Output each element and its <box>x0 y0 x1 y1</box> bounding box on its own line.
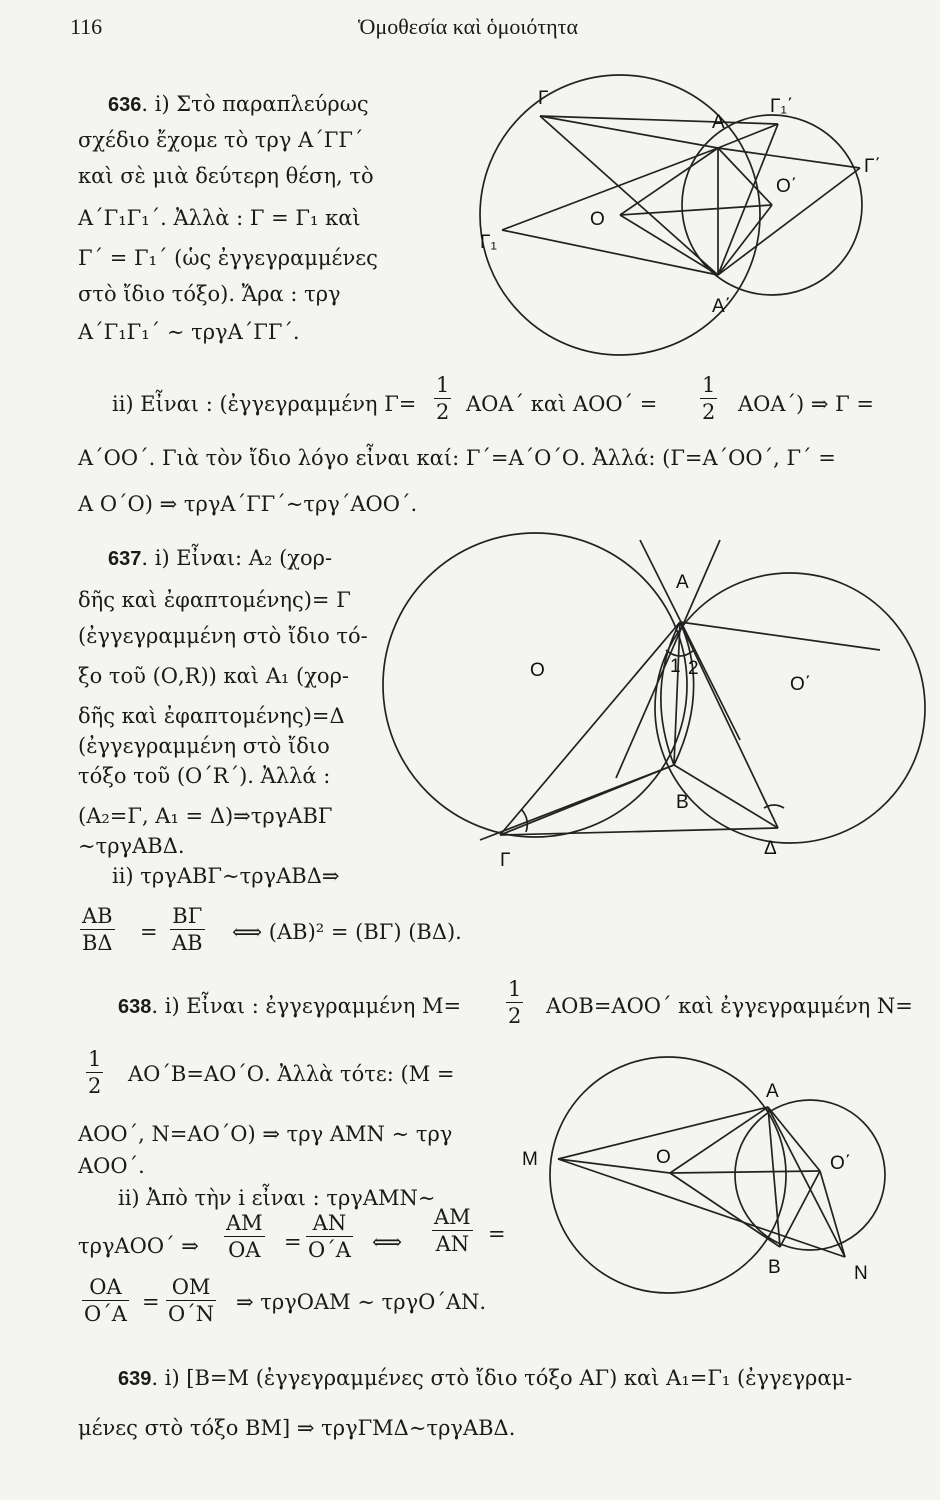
fraction-ab-over-bd: $\frac{AB}{B\Delta}$ <box>82 904 113 956</box>
exercise-637-line-7: τόξο τοῦ (Ο΄R΄). Ἀλλά : <box>78 764 331 788</box>
exercise-636-line-5: Γ΄ = Γ₁΄ (ὡς ἐγγεγραμμένες <box>78 246 378 270</box>
figure-638 <box>520 1075 900 1305</box>
segment <box>480 765 674 840</box>
equals-sign: = <box>142 1290 160 1314</box>
exercise-636-line-3: καὶ σὲ μιὰ δεύτερη θέση, τὸ <box>78 164 374 188</box>
fraction-one-half: $\frac{1}{2}$ <box>88 1047 102 1099</box>
exercise-638-line-6: τργΑΟΟ΄ ⇒ <box>78 1234 199 1258</box>
fraction-bg-over-ab: $\frac{B\Gamma}{AB}$ <box>172 904 203 956</box>
exercise-637-line-1: 637. i) Εἶναι: Α₂ (χορ- <box>108 546 333 570</box>
exercise-637-line-5: δῆς καὶ ἐφαπτομένης)=Δ <box>78 704 345 728</box>
exercise-637-line-6: (ἐγγεγραμμένη στὸ ἴδιο <box>78 734 330 758</box>
segment <box>620 215 718 275</box>
exercise-638-line-4: ΑΟΟ΄. <box>78 1154 145 1178</box>
equals-sign: = <box>140 920 158 944</box>
label-a: Α <box>766 1081 779 1102</box>
label-o-prime: Ο΄ <box>830 1153 852 1174</box>
label-o: Ο <box>590 209 605 230</box>
label-o-prime: Ο΄ <box>790 674 812 695</box>
running-title: Ὁμοθεσία καὶ ὁμοιότητα <box>358 14 579 39</box>
segment <box>768 1107 820 1171</box>
iff-arrow: ⟺ <box>372 1230 403 1254</box>
exercise-636-ii-a: ii) Εἶναι : (ἐγγεγραμμένη Γ= <box>112 392 417 416</box>
segment <box>620 205 772 215</box>
exercise-637-line-10: ii) τργΑΒΓ∼τργΑΒΔ⇒ <box>112 864 340 888</box>
circle-o <box>383 533 687 837</box>
page-number: 116 <box>70 14 103 39</box>
exercise-638-line-2: ΑΟ΄Β=ΑΟ΄Ο. Ἀλλὰ τότε: (Μ = <box>128 1062 455 1086</box>
label-gamma-prime: Γ΄ <box>864 156 881 177</box>
segment <box>502 230 718 275</box>
exercise-638-line-1-b: ΑΟΒ=ΑΟΟ΄ καὶ ἐγγεγραμμένη Ν= <box>546 994 913 1018</box>
exercise-number: 638 <box>118 996 152 1018</box>
fraction-an-over-oa: $\frac{AN}{O΄A}$ <box>308 1211 351 1263</box>
segment <box>500 622 680 835</box>
figure-637 <box>380 540 920 870</box>
exercise-636-line-4: Α΄Γ₁Γ₁΄. Ἀλλὰ : Γ = Γ₁ καὶ <box>78 206 361 230</box>
exercise-637-result: ⟺ (ΑΒ)² = (ΒΓ) (ΒΔ). <box>232 920 462 944</box>
exercise-636-ii-b: ΑΟΑ΄ καὶ ΑΟΟ΄ = <box>466 392 658 416</box>
segment <box>680 622 880 650</box>
exercise-639-line-1: 639. i) [Β=Μ (ἐγγεγραμμένες στὸ ἴδιο τόξο ΑΓ) καὶ Α₁=Γ₁ (ἐγγεγραμ- <box>118 1366 853 1390</box>
label-b: Β <box>768 1257 781 1278</box>
label-a: Α <box>676 572 689 593</box>
label-o-prime: Ο΄ <box>776 176 798 197</box>
exercise-number: 637 <box>108 548 142 570</box>
segment <box>718 148 772 205</box>
segment <box>620 148 718 215</box>
segment <box>558 1159 670 1173</box>
segment <box>718 148 860 168</box>
label-angle-1: 1 <box>670 656 681 677</box>
segment <box>502 148 718 230</box>
label-a: Α <box>712 112 725 133</box>
exercise-number: 636 <box>108 94 142 116</box>
label-gamma1-prime: Γ₁΄ <box>770 96 794 117</box>
fraction-one-half: $\frac{1}{2}$ <box>702 373 716 425</box>
exercise-637-line-9: ∼τργΑΒΔ. <box>78 834 185 858</box>
exercise-636-ii-c: ΑΟΑ΄) ⇒ Γ = <box>738 392 875 416</box>
exercise-636-line-1: 636. i) Στὸ παραπλεύρως <box>108 92 369 116</box>
circle-o-prime <box>655 573 925 843</box>
exercise-637-line-3: (ἐγγεγραμμένη στὸ ἴδιο τό- <box>78 624 368 648</box>
label-b: Β <box>676 792 689 813</box>
fraction-one-half: $\frac{1}{2}$ <box>436 373 450 425</box>
exercise-637-line-4: ξο τοῦ (Ο,R)) καὶ Α₁ (χορ- <box>78 664 350 688</box>
exercise-636-line-10: Α Ο΄Ο) ⇒ τργΑ΄ΓΓ΄∼τργ΄ΑΟΟ΄. <box>78 492 418 516</box>
exercise-637-line-2: δῆς καὶ ἐφαπτομένης)= Γ <box>78 588 351 612</box>
exercise-638-line-1: 638. i) Εἶναι : ἐγγεγραμμένη Μ= <box>118 994 462 1018</box>
label-angle-2: 2 <box>688 658 699 679</box>
fraction-one-half: $\frac{1}{2}$ <box>508 977 522 1029</box>
label-gamma: Γ <box>538 88 549 109</box>
label-m: Μ <box>522 1149 538 1170</box>
exercise-636-line-2: σχέδιο ἔχομε τὸ τργ Α΄ΓΓ΄ <box>78 128 364 152</box>
exercise-639-line-2: μένες στὸ τόξο ΒΜ] ⇒ τργΓΜΔ∼τργΑΒΔ. <box>78 1416 516 1440</box>
label-gamma: Γ <box>500 850 511 871</box>
fraction-am-over-an: $\frac{AM}{AN}$ <box>434 1205 471 1257</box>
figure-636 <box>480 80 900 320</box>
equals-sign: = <box>488 1222 506 1246</box>
tangent-line <box>616 540 720 778</box>
label-a-prime: Α΄ <box>712 296 731 317</box>
label-gamma1: Γ₁ <box>480 232 497 253</box>
label-o: Ο <box>656 1147 671 1168</box>
segment <box>670 1173 780 1247</box>
fraction-am-over-oa: $\frac{AM}{OA}$ <box>226 1211 263 1263</box>
exercise-638-line-5: ii) Ἀπὸ τὴν i εἶναι : τργΑΜΝ∼ <box>118 1186 436 1210</box>
angle-arc <box>522 810 527 832</box>
exercise-number: 639 <box>118 1368 152 1390</box>
label-delta: Δ <box>764 838 777 859</box>
exercise-637-line-8: (Α₂=Γ, Α₁ = Δ)⇒τργΑΒΓ <box>78 804 333 828</box>
exercise-638-line-3: ΑΟΟ΄, Ν=ΑΟ΄Ο) ⇒ τργ ΑΜΝ ∼ τργ <box>78 1122 453 1146</box>
label-o: Ο <box>530 660 545 681</box>
equals-sign: = <box>284 1230 302 1254</box>
segment <box>680 622 778 828</box>
circle-o <box>550 1057 786 1293</box>
exercise-636-line-6: στὸ ἴδιο τόξο). Ἄρα : τργ <box>78 282 341 306</box>
segment <box>540 116 718 275</box>
segment <box>670 1171 820 1173</box>
exercise-638-result: ⇒ τργΟΑΜ ∼ τργΟ΄ΑΝ. <box>236 1290 487 1314</box>
exercise-636-line-9: Α΄ΟΟ΄. Γιὰ τὸν ἴδιο λόγο εἶναι καί: Γ΄=Α΄Ο΄Ο. Ἀλλά: (Γ=Α΄ΟΟ΄, Γ΄ = <box>78 446 836 470</box>
fraction-om-over-o-prime-n: $\frac{OM}{O΄N}$ <box>168 1275 215 1327</box>
exercise-636-line-7: Α΄Γ₁Γ₁΄ ∼ τργΑ΄ΓΓ΄. <box>78 320 300 344</box>
label-n: Ν <box>854 1263 868 1284</box>
fraction-oa-over-o-prime-a: $\frac{OA}{O΄A}$ <box>84 1275 127 1327</box>
segment <box>670 1107 768 1173</box>
